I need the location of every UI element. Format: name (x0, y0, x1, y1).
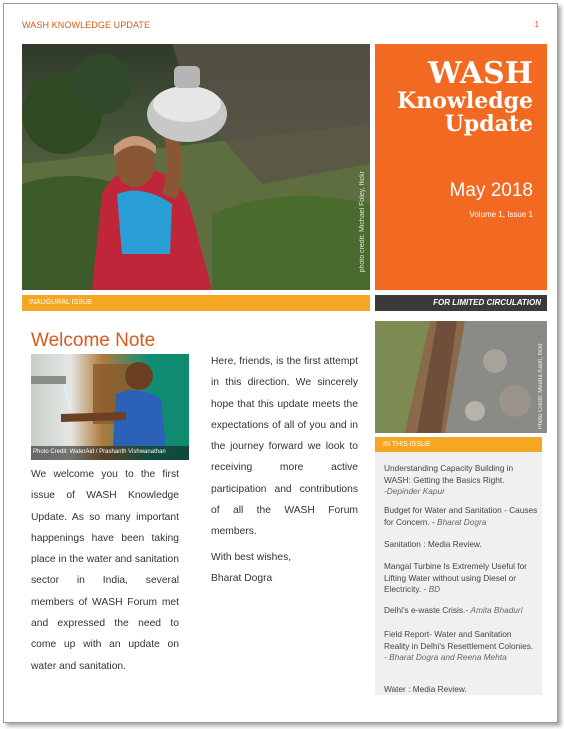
welcome-heading: Welcome Note (31, 330, 156, 351)
issue-item[interactable] (384, 629, 539, 664)
issue-item[interactable] (384, 539, 539, 551)
issue-item[interactable] (384, 463, 539, 498)
issue-item-author: -Depinder Kapur (384, 486, 445, 496)
issue-item-author: Amita Bhaduri (470, 605, 523, 615)
issue-item-title: Field Report- Water and Sanitation Reality in Delhi's Resettlement Colonies. (384, 629, 534, 651)
hero-photo (22, 44, 370, 290)
hero-illustration (22, 44, 370, 290)
issue-item-title: Mangal Turbine Is Extremely Useful for Lifting Water without using Diesel or Electricity. - (384, 561, 527, 594)
issue-date: May 2018 (449, 179, 533, 201)
page-number: 1 (534, 20, 539, 29)
issue-item[interactable] (384, 684, 539, 696)
in-this-issue-header: IN THIS ISSUE (375, 437, 542, 452)
title-box (375, 44, 547, 290)
issue-item-title: Budget for Water and Sanitation - Causes for Concern. - (384, 505, 538, 527)
best-wishes: With best wishes, (211, 551, 292, 563)
signature: Bharat Dogra (211, 572, 273, 584)
welcome-text-col1: We welcome you to the first issue of WASH Knowledge Update. As so many important happenings have been taking place in the water and sanitation sector in India, several members of WASH Forum met and expressed the need to come up with an update on water and sanitation. (31, 469, 179, 672)
issue-item-title: Sanitation : Media Review. (384, 539, 482, 549)
welcome-text-col2-body: Here, friends, is the first attempt in this direction. We sincerely hope that this update meets the expectations of all of you and in the journey forward we look to receiving more active participation and contributions of all the WASH Forum members. (211, 356, 358, 538)
welcome-text-col2 (211, 351, 358, 589)
side-illustration (375, 321, 547, 433)
newsletter-title (375, 58, 533, 136)
newsletter-page (3, 3, 558, 723)
issue-item-title: Water : Media Review. (384, 684, 467, 694)
welcome-photo-credit: Photo Credit: WaterAid / Prashanth Vishwanathan (31, 446, 189, 460)
issue-item[interactable] (384, 605, 539, 617)
welcome-photo (31, 354, 189, 460)
issue-item-author: BD (428, 584, 441, 594)
volume-label: Volume 1, Issue 1 (469, 209, 533, 219)
hero-photo-credit: photo credit: Michael Foley, flickr (359, 170, 366, 272)
issue-item-title: Understanding Capacity Building in WASH: Getting the Basics Right. (384, 463, 514, 485)
limited-circulation-bar: FOR LIMITED CIRCULATION (375, 295, 547, 311)
title-line-2: Knowledge (397, 87, 533, 114)
issue-item-author: Bharat Dogra (437, 516, 487, 527)
in-this-issue-list (375, 452, 542, 695)
inaugural-issue-bar: INAUGURAL ISSUE (22, 295, 370, 311)
issue-item-title: Delhi's e-waste Crisis.- (384, 605, 471, 615)
title-line-3: Update (444, 110, 533, 137)
header-title: WASH KNOWLEDGE UPDATE (22, 20, 151, 30)
issue-item[interactable] (384, 561, 539, 596)
side-photo-credit: Photo Credit: Meena Kadri, flickr (538, 342, 544, 429)
issue-item[interactable] (384, 505, 539, 528)
side-photo (375, 321, 547, 433)
welcome-illustration (31, 354, 189, 460)
issue-item-author: - Bharat Dogra and Reena Mehta (384, 652, 507, 662)
title-line-1: WASH (427, 56, 533, 91)
